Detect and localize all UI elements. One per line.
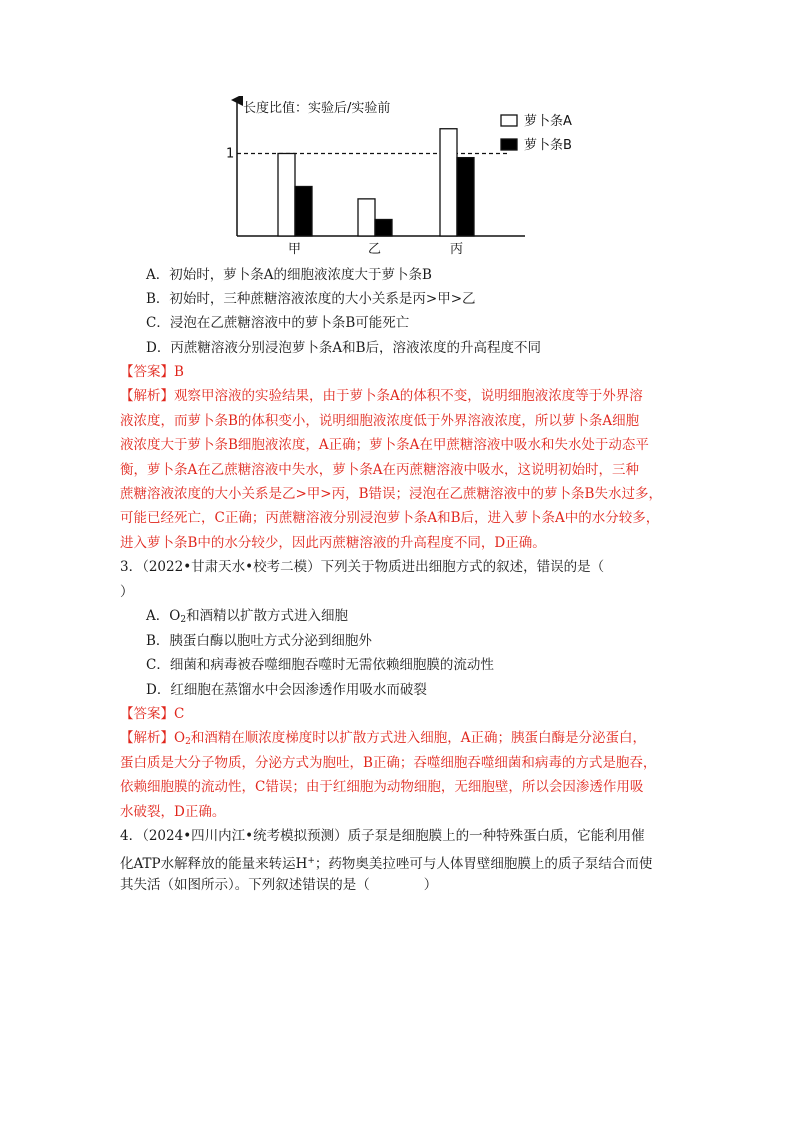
- q3-option-d: D．红细胞在蒸馏水中会因渗透作用吸水而破裂: [146, 682, 427, 698]
- reference-line-label: 1: [226, 146, 235, 162]
- legend-swatch-a: [501, 115, 517, 126]
- q2-analysis-line-4: 衡，萝卜条A在乙蔗糖溶液中失水，萝卜条A在丙蔗糖溶液中吸水，这说明初始时，三种: [120, 462, 639, 478]
- q3-option-a-post: 和酒精以扩散方式进入细胞: [186, 608, 349, 624]
- q2-option-b: B．初始时，三种蔗糖溶液浓度的大小关系是丙>甲>乙: [146, 291, 476, 307]
- q2-analysis-line-3: 液浓度大于萝卜条B细胞液浓度，A正确；萝卜条A在甲蔗糖溶液中吸水和失水处于动态平: [120, 437, 649, 453]
- legend: [501, 113, 572, 153]
- x-tick-label-乙: 乙: [368, 242, 382, 256]
- q2-analysis-line-5: 蔗糖溶液浓度的大小关系是乙>甲>丙，B错误；浸泡在乙蔗糖溶液中的萝卜条B失水过多，: [120, 486, 662, 502]
- q3-answer: [120, 703, 184, 725]
- q3-option-a-pre: A．O: [146, 608, 181, 624]
- x-tick-labels: [288, 242, 463, 256]
- q2-analysis-line-7: 进入萝卜条B中的水分较少，因此丙蔗糖溶液的升高程度不同，D正确。: [120, 535, 546, 551]
- q3-option-b: B．胰蛋白酶以胞吐方式分泌到细胞外: [146, 633, 372, 649]
- q3-analysis-line-2: 蛋白质是大分子物质，分泌方式为胞吐，B正确；吞噬细胞吞噬细菌和病毒的方式是胞吞，: [120, 755, 657, 771]
- bar-乙-b: [375, 220, 392, 237]
- q3-option-c: C．细菌和病毒被吞噬细胞吞噬时无需依赖细胞膜的流动性: [146, 657, 494, 673]
- q3-stem-line-2: ）: [120, 584, 134, 600]
- q4-stem-pre: 化ATP水解释放的能量来转运H: [120, 856, 308, 872]
- q2-option-a: A．初始时，萝卜条A的细胞液浓度大于萝卜条B: [146, 267, 432, 283]
- superscript: +: [307, 856, 315, 866]
- analysis-post: 和酒精在顺浓度梯度时以扩散方式进入细胞，A正确；胰蛋白酶是分泌蛋白，: [190, 730, 647, 746]
- answer-tag: 【答案】: [120, 706, 174, 722]
- y-axis-label: 长度比值：实验后/实验前: [243, 101, 391, 116]
- bar-乙-a: [358, 199, 375, 236]
- chart-svg: [225, 96, 605, 256]
- bars-group: [278, 129, 474, 236]
- analysis-pre: O: [174, 730, 186, 746]
- q3-stem-line-1: 3．（2022•甘肃天水•校考二模）下列关于物质进出细胞方式的叙述，错误的是（: [120, 559, 605, 575]
- q4-stem-line-2: [120, 850, 652, 875]
- q3-analysis-line-1: [120, 727, 646, 753]
- q2-analysis-line-1: [120, 385, 643, 407]
- subscript: 2: [185, 737, 191, 747]
- q3-option-a: [146, 605, 348, 631]
- x-tick-label-丙: 丙: [450, 242, 464, 256]
- bar-甲-a: [278, 154, 295, 237]
- legend-swatch-b: [501, 139, 517, 150]
- answer-value: B: [174, 364, 184, 380]
- bar-chart: [225, 96, 605, 256]
- answer-tag: 【答案】: [120, 364, 174, 380]
- legend-label-a: 萝卜条A: [524, 114, 572, 129]
- analysis-text: 观察甲溶液的实验结果，由于萝卜条A的体积不变，说明细胞液浓度等于外界溶: [174, 388, 643, 404]
- subscript: 2: [180, 615, 187, 625]
- q4-stem-line-1: 4．（2024•四川内江•统考模拟预测）质子泵是细胞膜上的一种特殊蛋白质，它能利用催: [120, 828, 645, 844]
- answer-value: C: [174, 706, 185, 722]
- q3-analysis-line-3: 依赖细胞膜的流动性，C错误；由于红细胞为动物细胞，无细胞壁，所以会因渗透作用吸: [120, 779, 644, 795]
- analysis-tag: 【解析】: [120, 730, 174, 746]
- x-tick-label-甲: 甲: [288, 242, 302, 256]
- legend-label-b: 萝卜条B: [524, 138, 572, 153]
- analysis-tag: 【解析】: [120, 388, 174, 404]
- bar-甲-b: [295, 187, 312, 237]
- bar-丙-a: [440, 129, 457, 236]
- q3-analysis-line-4: 水破裂，D正确。: [120, 804, 226, 820]
- q2-answer: [120, 361, 184, 383]
- q4-stem-line-3: 其失活（如图所示）。下列叙述错误的是（ ）: [120, 877, 438, 893]
- q2-analysis-line-6: 可能已经死亡，C正确；丙蔗糖溶液分别浸泡萝卜条A和B后，进入萝卜条A中的水分较多，: [120, 510, 660, 526]
- q2-analysis-line-2: 液浓度，而萝卜条B的体积变小，说明细胞液浓度低于外界溶液浓度，所以萝卜条A细胞: [120, 413, 640, 429]
- q2-option-d: D．丙蔗糖溶液分别浸泡萝卜条A和B后，溶液浓度的升高程度不同: [146, 340, 541, 356]
- q4-stem-post: ；药物奥美拉唑可与人体胃壁细胞膜上的质子泵结合而使: [314, 856, 653, 872]
- q2-option-c: C．浸泡在乙蔗糖溶液中的萝卜条B可能死亡: [146, 315, 410, 331]
- bar-丙-b: [457, 158, 474, 236]
